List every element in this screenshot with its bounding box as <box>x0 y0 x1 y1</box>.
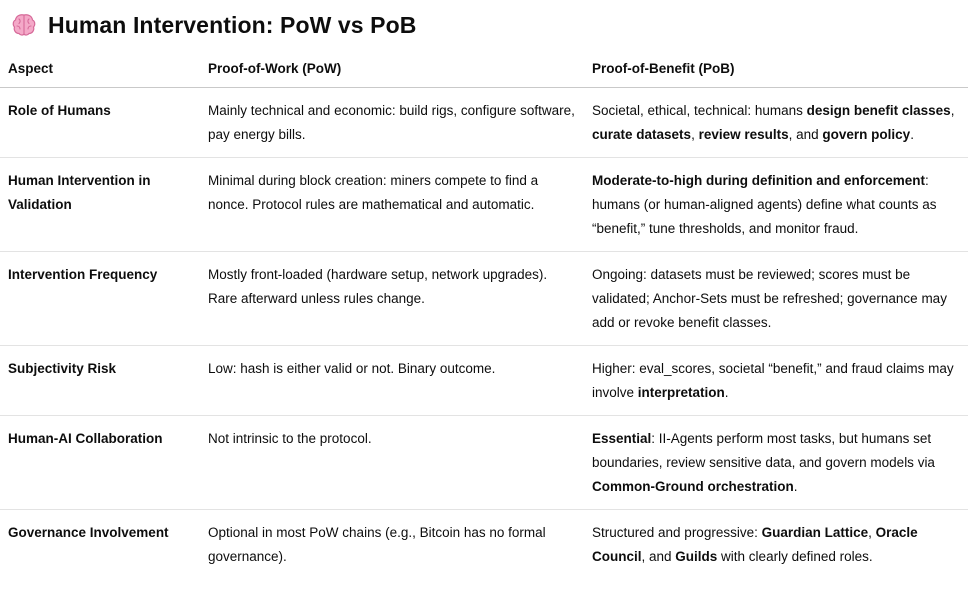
pow-cell: Optional in most PoW chains (e.g., Bitcoin has no formal governance). <box>208 525 546 564</box>
pob-text: , <box>691 127 699 142</box>
pow-cell: Low: hash is either valid or not. Binary outcome. <box>200 346 584 416</box>
pow-cell: Mainly technical and economic: build rigs, configure software, pay energy bills. <box>200 88 584 158</box>
pob-text: Ongoing: datasets must be reviewed; scores must be validated; Anchor-Sets must be refreshed; governance may add or revoke benefit classes. <box>592 267 947 330</box>
pow-cell: Minimal during block creation: miners compete to find a nonce. Protocol rules are mathematical and automatic. <box>200 158 584 252</box>
pob-cell <box>584 416 968 510</box>
pob-bold-text: review results <box>698 127 789 142</box>
pow-cell: Mostly front-loaded (hardware setup, network upgrades). Rare afterward unless rules change. <box>200 252 584 346</box>
title-text: Human Intervention: PoW vs PoB <box>48 11 417 38</box>
brain-icon <box>10 11 38 39</box>
pob-text: Higher: eval_scores, societal “benefit,” and fraud claims may involve <box>592 361 954 400</box>
pob-bold-text: curate datasets <box>592 127 692 142</box>
pob-text: with clearly defined roles. <box>717 549 873 564</box>
pob-bold-text: interpretation <box>637 385 725 400</box>
pob-text: , and <box>641 549 676 564</box>
pob-bold-text: design benefit classes <box>806 103 951 118</box>
comparison-table <box>0 50 968 579</box>
pob-text: . <box>724 385 729 400</box>
pob-text: . <box>793 479 798 494</box>
table-row <box>0 510 968 580</box>
table-row <box>0 416 968 510</box>
pob-cell <box>584 158 968 252</box>
pob-cell <box>584 252 968 346</box>
aspect-cell: Intervention Frequency <box>0 252 200 346</box>
pob-text: Structured and progressive: <box>592 525 762 540</box>
table-row <box>0 252 968 346</box>
pob-bold-text: Guilds <box>675 549 718 564</box>
pob-text: : humans (or human-aligned agents) define what counts as “benefit,” tune thresholds, and monitor fraud. <box>592 173 937 236</box>
aspect-cell: Human Intervention in Validation <box>0 158 200 252</box>
pob-text: , <box>950 103 955 118</box>
header-aspect: Aspect <box>0 50 200 88</box>
pob-cell <box>584 510 968 580</box>
pob-text: , and <box>788 127 823 142</box>
aspect-cell: Human-AI Collaboration <box>0 416 200 510</box>
pob-text: , <box>868 525 876 540</box>
aspect-cell: Subjectivity Risk <box>0 346 200 416</box>
pob-bold-text: govern policy <box>822 127 911 142</box>
pob-text: . <box>910 127 914 142</box>
header-pow: Proof-of-Work (PoW) <box>200 50 584 88</box>
pob-bold-text: Common-Ground orchestration <box>592 479 794 494</box>
pob-text: : II-Agents perform most tasks, but humans set boundaries, review sensitive data, and govern models via <box>592 431 935 470</box>
table-row <box>0 158 968 252</box>
pob-cell <box>584 346 968 416</box>
pob-bold-text: Essential <box>592 431 652 446</box>
pob-bold-text: Oracle Council <box>592 525 918 564</box>
pob-bold-text: Moderate-to-high during definition and enforcement <box>592 173 925 188</box>
aspect-cell: Governance Involvement <box>8 525 169 540</box>
aspect-cell: Role of Humans <box>0 88 200 158</box>
pob-bold-text: Guardian Lattice <box>761 525 869 540</box>
pob-cell <box>584 88 968 158</box>
header-pob: Proof-of-Benefit (PoB) <box>584 50 968 88</box>
table-row <box>0 88 968 158</box>
header-row <box>0 50 968 88</box>
table-row <box>0 346 968 416</box>
pow-cell: Not intrinsic to the protocol. <box>200 416 584 510</box>
pob-text: Societal, ethical, technical: humans <box>592 103 807 118</box>
page-title <box>10 8 416 42</box>
